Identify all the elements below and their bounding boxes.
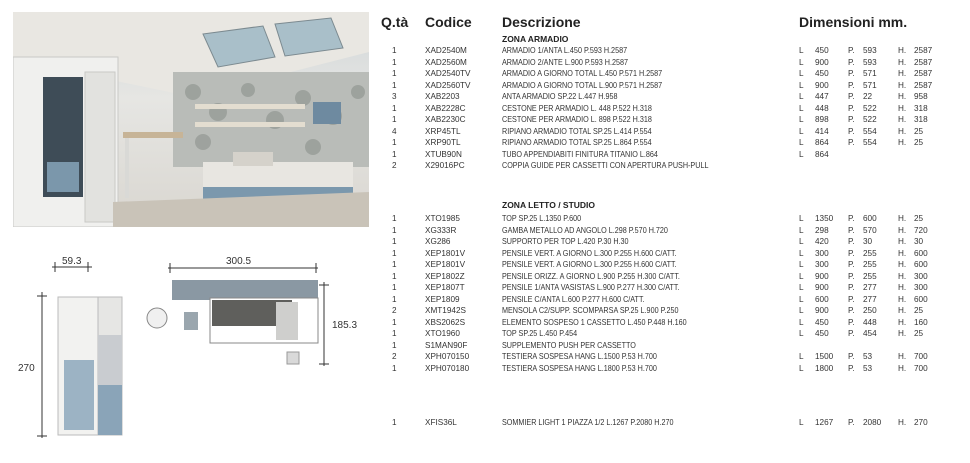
cell-hv: 318	[914, 115, 928, 124]
cell-l: L	[799, 80, 804, 90]
cell-lv: 447	[815, 92, 829, 101]
cell-h: H.	[898, 248, 907, 258]
cell-code: XPH070150	[425, 352, 470, 361]
cell-pv: 277	[863, 294, 877, 304]
table-row	[378, 417, 970, 428]
cell-desc: RIPIANO ARMADIO TOTAL SP.25 L.414 P.554	[502, 126, 652, 136]
cell-desc: CESTONE PER ARMADIO L. 898 P.522 H.318	[502, 115, 652, 124]
cell-pv: 522	[863, 103, 877, 113]
cell-lv: 450	[815, 317, 829, 327]
cell-qty: 1	[392, 418, 397, 427]
dim-depth-right: 185.3	[332, 320, 358, 331]
cell-pv: 277	[863, 283, 877, 292]
cell-code: XTO1985	[425, 214, 460, 223]
cell-pv: 570	[863, 225, 877, 235]
cell-p: P.	[848, 418, 855, 427]
table-row	[378, 149, 970, 160]
cell-lv: 864	[815, 149, 829, 159]
cell-hv: 300	[914, 283, 928, 292]
cell-h: H.	[898, 418, 907, 427]
cell-code: XMT1942S	[425, 306, 466, 315]
cell-p: P.	[848, 214, 855, 223]
table-row	[378, 68, 970, 79]
cell-h: H.	[898, 103, 907, 113]
cell-desc: TOP SP.25 L.450 P.454	[502, 329, 578, 338]
cell-qty: 1	[392, 317, 397, 327]
cell-l: L	[799, 237, 804, 246]
cell-code: X29016PC	[425, 161, 465, 170]
parts-list	[378, 10, 970, 458]
cell-h: H.	[898, 115, 907, 124]
cell-pv: 593	[863, 57, 877, 67]
table-row	[378, 213, 970, 224]
cell-qty: 1	[392, 283, 397, 292]
cell-lv: 300	[815, 260, 829, 269]
cell-qty: 1	[392, 80, 397, 90]
cell-h: H.	[898, 214, 907, 223]
cell-hv: 300	[914, 271, 928, 281]
cell-code: XTO1960	[425, 329, 460, 338]
cell-desc: PENSILE ORIZZ. A GIORNO L.900 P.255 H.300 C/ATT.	[502, 271, 680, 281]
cell-l: L	[799, 214, 804, 223]
cell-p: P.	[848, 126, 855, 136]
cell-p: P.	[848, 329, 855, 338]
cell-pv: 571	[863, 80, 877, 90]
cell-lv: 1350	[815, 214, 834, 223]
table-row	[378, 305, 970, 316]
cell-l: L	[799, 352, 804, 361]
cell-h: H.	[898, 237, 907, 246]
cell-qty: 1	[392, 103, 397, 113]
cell-pv: 554	[863, 126, 877, 136]
cell-pv: 600	[863, 214, 877, 223]
cell-code: XAD2540M	[425, 46, 467, 55]
cell-qty: 3	[392, 92, 397, 101]
table-row	[378, 103, 970, 114]
cell-h: H.	[898, 271, 907, 281]
cell-lv: 900	[815, 57, 829, 67]
cell-qty: 1	[392, 149, 397, 159]
cell-lv: 900	[815, 283, 829, 292]
cell-h: H.	[898, 317, 907, 327]
cell-lv: 450	[815, 329, 829, 338]
cell-desc: SUPPLEMENTO PUSH PER CASSETTO	[502, 340, 636, 350]
cell-h: H.	[898, 363, 907, 373]
cell-hv: 30	[914, 237, 924, 246]
cell-hv: 25	[914, 306, 924, 315]
cell-lv: 900	[815, 80, 829, 90]
cell-l: L	[799, 126, 804, 136]
cell-qty: 1	[392, 260, 397, 269]
cell-desc: SUPPORTO PER TOP L.420 P.30 H.30	[502, 237, 629, 246]
cell-hv: 700	[914, 352, 928, 361]
cell-h: H.	[898, 80, 907, 90]
table-row	[378, 80, 970, 91]
cell-hv: 958	[914, 92, 928, 101]
cell-desc: SOMMIER LIGHT 1 PIAZZA 1/2 L.1267 P.2080 H.270	[502, 418, 674, 427]
cell-l: L	[799, 271, 804, 281]
cell-p: P.	[848, 115, 855, 124]
cell-h: H.	[898, 138, 907, 147]
cell-p: P.	[848, 363, 855, 373]
cell-lv: 450	[815, 69, 829, 78]
cell-code: XAB2230C	[425, 115, 466, 124]
cell-p: P.	[848, 69, 855, 78]
cell-l: L	[799, 294, 804, 304]
cell-pv: 53	[863, 363, 873, 373]
cell-lv: 898	[815, 115, 829, 124]
cell-qty: 2	[392, 306, 397, 315]
cell-h: H.	[898, 306, 907, 315]
cell-pv: 448	[863, 317, 877, 327]
cell-hv: 2587	[914, 46, 933, 55]
cell-lv: 600	[815, 294, 829, 304]
cell-h: H.	[898, 126, 907, 136]
cell-pv: 30	[863, 237, 873, 246]
header-description: Descrizione	[502, 14, 581, 30]
cell-hv: 600	[914, 294, 928, 304]
cell-p: P.	[848, 306, 855, 315]
cell-h: H.	[898, 57, 907, 67]
cell-pv: 522	[863, 115, 877, 124]
cell-hv: 25	[914, 138, 924, 147]
table-row	[378, 236, 970, 247]
table-row	[378, 328, 970, 339]
cell-qty: 1	[392, 46, 397, 55]
cell-hv: 600	[914, 248, 928, 258]
cell-code: XAD2560TV	[425, 80, 471, 90]
cell-h: H.	[898, 260, 907, 269]
cell-l: L	[799, 225, 804, 235]
cell-p: P.	[848, 260, 855, 269]
cell-desc: ARMADIO A GIORNO TOTAL L.450 P.571 H.2587	[502, 69, 663, 78]
cell-lv: 1500	[815, 352, 834, 361]
cell-code: S1MAN90F	[425, 340, 468, 350]
cell-qty: 1	[392, 214, 397, 223]
cell-pv: 53	[863, 352, 873, 361]
cell-lv: 448	[815, 103, 829, 113]
elevation-drawing	[18, 256, 122, 438]
cell-p: P.	[848, 317, 855, 327]
cell-code: XPH070180	[425, 363, 470, 373]
cell-desc: PENSILE VERT. A GIORNO L.300 P.255 H.600 C/ATT.	[502, 260, 677, 269]
cell-code: XEP1807T	[425, 283, 465, 292]
cell-lv: 298	[815, 225, 829, 235]
cell-l: L	[799, 115, 804, 124]
cell-code: XAB2203	[425, 92, 460, 101]
dim-height-left: 270	[18, 363, 35, 374]
cell-p: P.	[848, 80, 855, 90]
cell-desc: PENSILE 1/ANTA VASISTAS L.900 P.277 H.300 C/ATT.	[502, 283, 680, 292]
cell-p: P.	[848, 271, 855, 281]
cell-hv: 270	[914, 418, 928, 427]
cell-p: P.	[848, 237, 855, 246]
cell-desc: ARMADIO 1/ANTA L.450 P.593 H.2587	[502, 46, 628, 55]
cell-l: L	[799, 149, 804, 159]
cell-qty: 4	[392, 126, 397, 136]
table-row	[378, 282, 970, 293]
cell-lv: 900	[815, 271, 829, 281]
table-row	[378, 57, 970, 68]
cell-pv: 554	[863, 138, 877, 147]
room-photo	[13, 12, 369, 227]
header-code: Codice	[425, 14, 472, 30]
cell-l: L	[799, 363, 804, 373]
cell-p: P.	[848, 46, 855, 55]
header-qty: Q.tà	[381, 14, 409, 30]
cell-l: L	[799, 69, 804, 78]
table-row	[378, 126, 970, 137]
cell-l: L	[799, 248, 804, 258]
table-row	[378, 45, 970, 56]
table-row	[378, 248, 970, 259]
cell-pv: 593	[863, 46, 877, 55]
cell-pv: 22	[863, 92, 873, 101]
cell-h: H.	[898, 225, 907, 235]
cell-pv: 2080	[863, 418, 882, 427]
cell-hv: 25	[914, 329, 924, 338]
table-row	[378, 317, 970, 328]
cell-h: H.	[898, 294, 907, 304]
cell-desc: COPPIA GUIDE PER CASSETTI CON APERTURA PUSH-PULL	[502, 161, 709, 170]
cell-lv: 864	[815, 138, 829, 147]
cell-desc: ELEMENTO SOSPESO 1 CASSETTO L.450 P.448 H.160	[502, 317, 687, 327]
cell-pv: 255	[863, 248, 877, 258]
cell-code: XEP1801V	[425, 260, 466, 269]
table-row	[378, 91, 970, 102]
section-title-armadio: ZONA ARMADIO	[502, 34, 569, 44]
dim-depth: 59.3	[62, 256, 82, 267]
table-row	[378, 271, 970, 282]
cell-l: L	[799, 46, 804, 55]
cell-h: H.	[898, 352, 907, 361]
cell-pv: 255	[863, 271, 877, 281]
cell-hv: 318	[914, 103, 928, 113]
cell-p: P.	[848, 225, 855, 235]
cell-hv: 700	[914, 363, 928, 373]
cell-qty: 1	[392, 57, 397, 67]
cell-code: XEP1809	[425, 294, 460, 304]
plan-drawing	[147, 256, 357, 366]
table-row	[378, 351, 970, 362]
cell-p: P.	[848, 92, 855, 101]
cell-code: XAB2228C	[425, 103, 466, 113]
cell-qty: 1	[392, 237, 397, 246]
cell-h: H.	[898, 283, 907, 292]
cell-lv: 450	[815, 46, 829, 55]
cell-code: XEP1801V	[425, 248, 466, 258]
cell-hv: 600	[914, 260, 928, 269]
table-row	[378, 114, 970, 125]
cell-code: XAD2540TV	[425, 69, 471, 78]
cell-pv: 571	[863, 69, 877, 78]
cell-qty: 1	[392, 138, 397, 147]
cell-qty: 2	[392, 161, 397, 170]
dim-width: 300.5	[226, 256, 252, 267]
cell-qty: 1	[392, 363, 397, 373]
cell-qty: 1	[392, 69, 397, 78]
cell-qty: 1	[392, 115, 397, 124]
table-row	[378, 363, 970, 374]
cell-l: L	[799, 138, 804, 147]
cell-code: XEP1802Z	[425, 271, 465, 281]
cell-l: L	[799, 418, 804, 427]
cell-code: XAD2560M	[425, 57, 467, 67]
cell-lv: 1267	[815, 418, 834, 427]
cell-qty: 1	[392, 340, 397, 350]
cell-p: P.	[848, 352, 855, 361]
table-row	[378, 160, 970, 171]
cell-lv: 420	[815, 237, 829, 246]
cell-h: H.	[898, 92, 907, 101]
cell-qty: 1	[392, 225, 397, 235]
cell-code: XRP45TL	[425, 126, 461, 136]
cell-desc: ARMADIO A GIORNO TOTAL L.900 P.571 H.2587	[502, 80, 663, 90]
table-row	[378, 340, 970, 351]
cell-desc: TESTIERA SOSPESA HANG L.1500 P.53 H.700	[502, 352, 657, 361]
cell-desc: ARMADIO 2/ANTE L.900 P.593 H.2587	[502, 57, 629, 67]
cell-desc: RIPIANO ARMADIO TOTAL SP.25 L.864 P.554	[502, 138, 652, 147]
cell-l: L	[799, 92, 804, 101]
section-title-letto: ZONA LETTO / STUDIO	[502, 200, 596, 210]
cell-code: XG333R	[425, 225, 457, 235]
cell-pv: 255	[863, 260, 877, 269]
cell-qty: 1	[392, 294, 397, 304]
cell-h: H.	[898, 69, 907, 78]
cell-qty: 1	[392, 248, 397, 258]
cell-l: L	[799, 306, 804, 315]
cell-desc: TOP SP.25 L.1350 P.600	[502, 214, 582, 223]
cell-l: L	[799, 329, 804, 338]
table-row	[378, 137, 970, 148]
technical-drawings	[0, 240, 380, 458]
cell-desc: CESTONE PER ARMADIO L. 448 P.522 H.318	[502, 103, 652, 113]
cell-hv: 160	[914, 317, 928, 327]
cell-code: XFIS36L	[425, 418, 457, 427]
cell-hv: 720	[914, 225, 928, 235]
cell-lv: 1800	[815, 363, 834, 373]
cell-hv: 2587	[914, 80, 933, 90]
cell-qty: 2	[392, 352, 397, 361]
cell-desc: GAMBA METALLO AD ANGOLO L.298 P.570 H.720	[502, 225, 668, 235]
cell-desc: PENSILE C/ANTA L.600 P.277 H.600 C/ATT.	[502, 294, 645, 304]
cell-l: L	[799, 103, 804, 113]
cell-desc: MENSOLA C2/SUPP. SCOMPARSA SP.25 L.900 P.250	[502, 306, 679, 315]
table-row	[378, 294, 970, 305]
cell-hv: 25	[914, 214, 924, 223]
cell-hv: 25	[914, 126, 924, 136]
cell-desc: TESTIERA SOSPESA HANG L.1800 P.53 H.700	[502, 363, 657, 373]
cell-p: P.	[848, 294, 855, 304]
cell-desc: ANTA ARMADIO SP.22 L.447 H.958	[502, 92, 618, 101]
cell-l: L	[799, 57, 804, 67]
cell-code: XG286	[425, 237, 451, 246]
cell-hv: 2587	[914, 69, 933, 78]
cell-p: P.	[848, 248, 855, 258]
cell-lv: 414	[815, 126, 829, 136]
cell-lv: 900	[815, 306, 829, 315]
cell-code: XTUB90N	[425, 149, 462, 159]
cell-lv: 300	[815, 248, 829, 258]
cell-p: P.	[848, 283, 855, 292]
cell-qty: 1	[392, 329, 397, 338]
cell-h: H.	[898, 329, 907, 338]
cell-pv: 454	[863, 329, 877, 338]
cell-hv: 2587	[914, 57, 933, 67]
cell-desc: TUBO APPENDIABITI FINITURA TITANIO L.864	[502, 149, 658, 159]
cell-p: P.	[848, 57, 855, 67]
cell-code: XRP90TL	[425, 138, 461, 147]
cell-p: P.	[848, 138, 855, 147]
table-row	[378, 259, 970, 270]
cell-l: L	[799, 317, 804, 327]
room-illustration	[13, 12, 369, 227]
cell-h: H.	[898, 46, 907, 55]
cell-l: L	[799, 260, 804, 269]
header-dimensions: Dimensioni mm.	[799, 14, 908, 30]
cell-code: XBS2062S	[425, 317, 466, 327]
cell-l: L	[799, 283, 804, 292]
cell-qty: 1	[392, 271, 397, 281]
cell-desc: PENSILE VERT. A GIORNO L.300 P.255 H.600 C/ATT.	[502, 248, 677, 258]
cell-pv: 250	[863, 306, 877, 315]
table-row	[378, 225, 970, 236]
cell-p: P.	[848, 103, 855, 113]
